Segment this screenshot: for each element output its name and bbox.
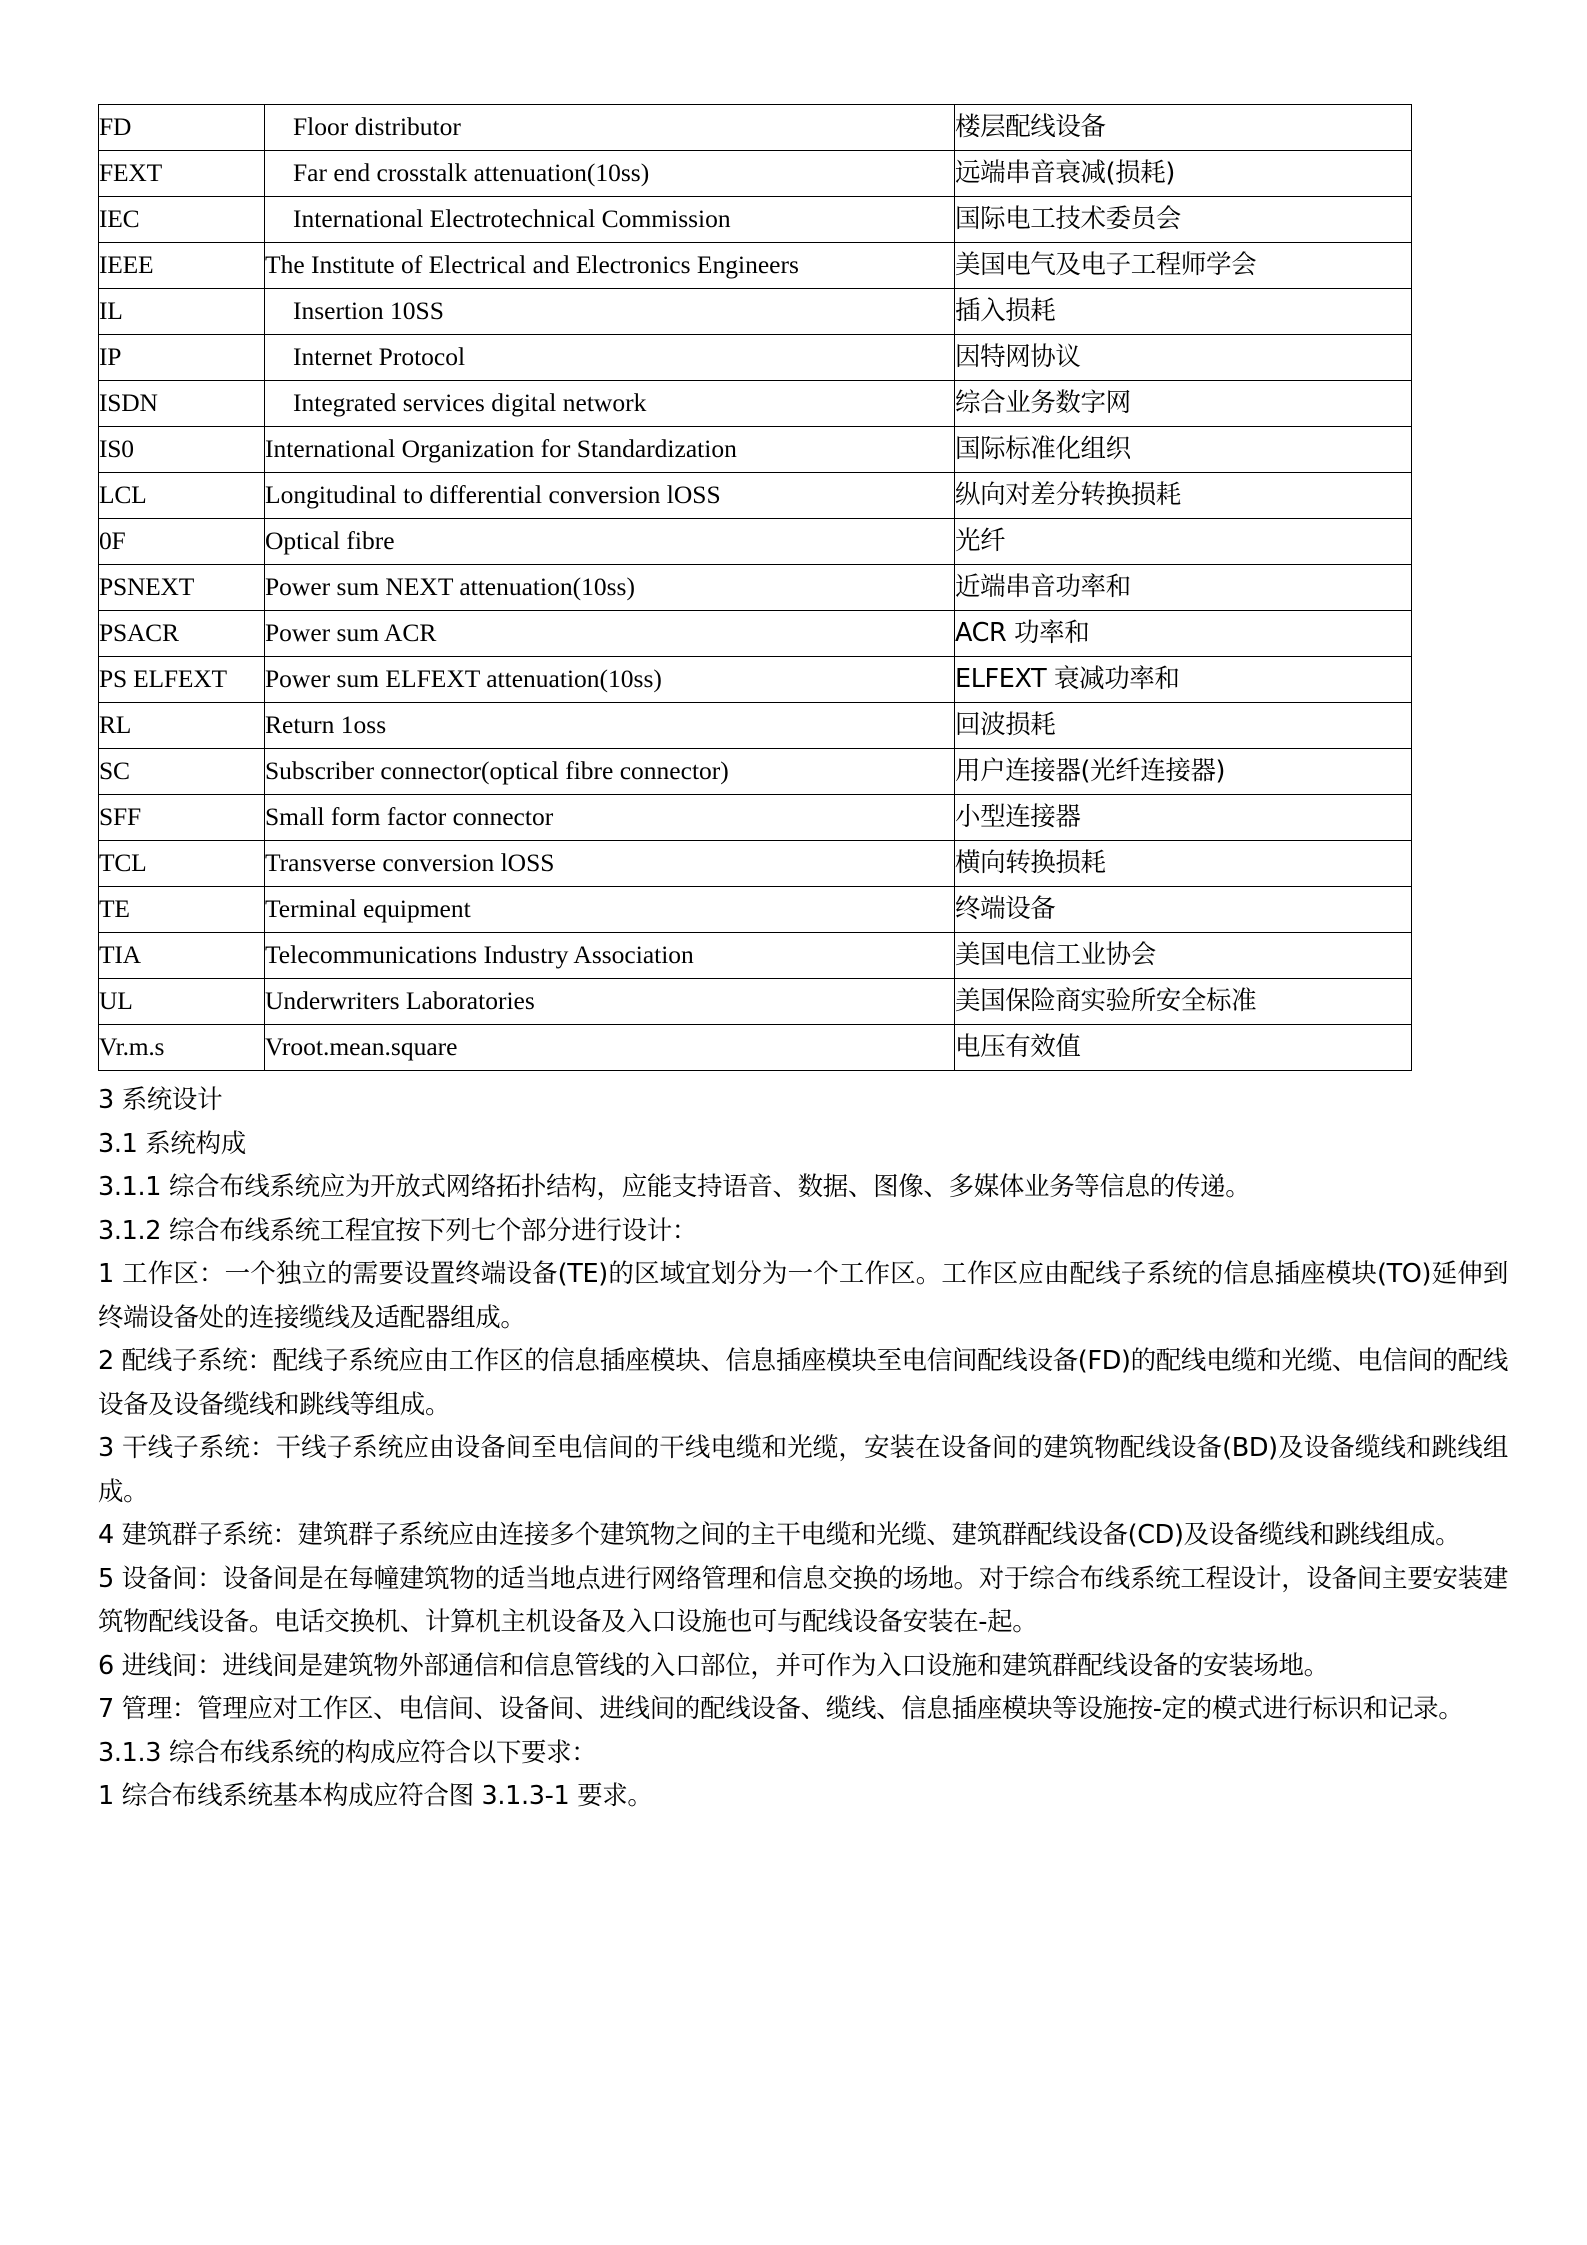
item-1-work-area: 1 工作区：一个独立的需要设置终端设备(TE)的区域宜划分为一个工作区。工作区应由配线子系统的信息插座模块(TO)延伸到终端设备处的连接缆线及适配器组成。	[98, 1259, 1508, 1333]
cell-english-term: Longitudinal to differential conversion lOSS	[265, 473, 955, 519]
cell-english-term: Integrated services digital network	[265, 381, 955, 427]
cell-abbreviation: PS ELFEXT	[99, 657, 265, 703]
cell-abbreviation: RL	[99, 703, 265, 749]
cell-abbreviation: IEC	[99, 197, 265, 243]
cell-english-term: Optical fibre	[265, 519, 955, 565]
cell-abbreviation: ISDN	[99, 381, 265, 427]
cell-chinese-term: 用户连接器(光纤连接器)	[955, 749, 1412, 795]
cell-abbreviation: TE	[99, 887, 265, 933]
item-6-entrance-room: 6 进线间：进线间是建筑物外部通信和信息管线的入口部位，并可作为入口设施和建筑群配线设备的安装场地。	[98, 1650, 1329, 1681]
table-row	[99, 427, 1412, 473]
table-row	[99, 795, 1412, 841]
cell-english-term: International Electrotechnical Commission	[265, 197, 955, 243]
cell-abbreviation: SFF	[99, 795, 265, 841]
table-row	[99, 197, 1412, 243]
table-row	[99, 979, 1412, 1025]
cell-chinese-term: ELFEXT 衰减功率和	[955, 657, 1412, 703]
cell-english-term: Small form factor connector	[265, 795, 955, 841]
cell-english-term: Power sum ELFEXT attenuation(10ss)	[265, 657, 955, 703]
clause-3-1-1: 3.1.1 综合布线系统应为开放式网络拓扑结构，应能支持语音、数据、图像、多媒体业务等信息的传递。	[98, 1172, 1251, 1202]
item-4-campus-subsystem: 4 建筑群子系统：建筑群子系统应由连接多个建筑物之间的主干电缆和光缆、建筑群配线设备(CD)及设备缆线和跳线组成。	[98, 1520, 1461, 1550]
table-row	[99, 289, 1412, 335]
cell-abbreviation: IP	[99, 335, 265, 381]
cell-chinese-term: 回波损耗	[955, 703, 1412, 749]
clause-3-1-3: 3.1.3 综合布线系统的构成应符合以下要求：	[98, 1737, 597, 1768]
cell-english-term: Vroot.mean.square	[265, 1025, 955, 1071]
cell-chinese-term: 美国电信工业协会	[955, 933, 1412, 979]
cell-abbreviation: IEEE	[99, 243, 265, 289]
item-3-1-3-1: 1 综合布线系统基本构成应符合图 3.1.3-1 要求。	[98, 1781, 653, 1811]
cell-abbreviation: FEXT	[99, 151, 265, 197]
table-row	[99, 657, 1412, 703]
cell-english-term: Transverse conversion lOSS	[265, 841, 955, 887]
table-row	[99, 473, 1412, 519]
cell-chinese-term: 插入损耗	[955, 289, 1412, 335]
cell-english-term: Insertion 10SS	[265, 289, 955, 335]
cell-abbreviation: LCL	[99, 473, 265, 519]
table-row	[99, 933, 1412, 979]
cell-abbreviation: IS0	[99, 427, 265, 473]
table-row	[99, 749, 1412, 795]
cell-english-term: Floor distributor	[265, 105, 955, 151]
item-7-administration: 7 管理：管理应对工作区、电信间、设备间、进线间的配线设备、缆线、信息插座模块等设施按-定的模式进行标识和记录。	[98, 1694, 1464, 1724]
table-row	[99, 105, 1412, 151]
cell-chinese-term: 横向转换损耗	[955, 841, 1412, 887]
cell-english-term: Underwriters Laboratories	[265, 979, 955, 1025]
cell-chinese-term: 美国电气及电子工程师学会	[955, 243, 1412, 289]
cell-english-term: Subscriber connector(optical fibre connector)	[265, 749, 955, 795]
cell-chinese-term: 综合业务数字网	[955, 381, 1412, 427]
cell-chinese-term: ACR 功率和	[955, 611, 1412, 657]
cell-english-term: Return 1oss	[265, 703, 955, 749]
item-3-backbone-subsystem: 3 干线子系统：干线子系统应由设备间至电信间的干线电缆和光缆，安装在设备间的建筑物配线设备(BD)及设备缆线和跳线组成。	[98, 1433, 1508, 1507]
cell-abbreviation: PSACR	[99, 611, 265, 657]
abbreviations-table-body	[99, 105, 1412, 1071]
cell-english-term: Internet Protocol	[265, 335, 955, 381]
table-row	[99, 335, 1412, 381]
table-row	[99, 381, 1412, 427]
cell-abbreviation: Vr.m.s	[99, 1025, 265, 1071]
cell-english-term: The Institute of Electrical and Electronics Engineers	[265, 243, 955, 289]
table-row	[99, 841, 1412, 887]
cell-abbreviation: FD	[99, 105, 265, 151]
cell-chinese-term: 小型连接器	[955, 795, 1412, 841]
cell-chinese-term: 远端串音衰减(损耗)	[955, 151, 1412, 197]
cell-chinese-term: 电压有效值	[955, 1025, 1412, 1071]
cell-abbreviation: 0F	[99, 519, 265, 565]
table-row	[99, 519, 1412, 565]
cell-chinese-term: 因特网协议	[955, 335, 1412, 381]
abbreviations-table	[98, 104, 1412, 1071]
cell-english-term: Telecommunications Industry Association	[265, 933, 955, 979]
cell-abbreviation: IL	[99, 289, 265, 335]
cell-english-term: Terminal equipment	[265, 887, 955, 933]
item-2-horizontal-subsystem: 2 配线子系统：配线子系统应由工作区的信息插座模块、信息插座模块至电信间配线设备(FD)的配线电缆和光缆、电信间的配线设备及设备缆线和跳线等组成。	[98, 1346, 1508, 1420]
cell-chinese-term: 国际标准化组织	[955, 427, 1412, 473]
table-row	[99, 1025, 1412, 1071]
cell-abbreviation: PSNEXT	[99, 565, 265, 611]
cell-chinese-term: 纵向对差分转换损耗	[955, 473, 1412, 519]
table-row	[99, 565, 1412, 611]
cell-chinese-term: 终端设备	[955, 887, 1412, 933]
heading-3-1: 3.1 系统构成	[98, 1128, 246, 1159]
cell-english-term: International Organization for Standardization	[265, 427, 955, 473]
cell-chinese-term: 国际电工技术委员会	[955, 197, 1412, 243]
table-row	[99, 703, 1412, 749]
cell-english-term: Power sum NEXT attenuation(10ss)	[265, 565, 955, 611]
item-5-equipment-room: 5 设备间：设备间是在每幢建筑物的适当地点进行网络管理和信息交换的场地。对于综合布线系统工程设计，设备间主要安装建筑物配线设备。电话交换机、计算机主机设备及入口设施也可与配线设备安装在-起。	[98, 1563, 1508, 1637]
cell-abbreviation: TCL	[99, 841, 265, 887]
body-text-section	[98, 1079, 1508, 1819]
table-row	[99, 243, 1412, 289]
cell-abbreviation: TIA	[99, 933, 265, 979]
table-row	[99, 611, 1412, 657]
cell-chinese-term: 楼层配线设备	[955, 105, 1412, 151]
cell-chinese-term: 近端串音功率和	[955, 565, 1412, 611]
heading-3: 3 系统设计	[98, 1085, 223, 1115]
cell-abbreviation: SC	[99, 749, 265, 795]
cell-chinese-term: 光纤	[955, 519, 1412, 565]
table-row	[99, 151, 1412, 197]
cell-english-term: Power sum ACR	[265, 611, 955, 657]
table-row	[99, 887, 1412, 933]
cell-chinese-term: 美国保险商实验所安全标准	[955, 979, 1412, 1025]
cell-abbreviation: UL	[99, 979, 265, 1025]
cell-english-term: Far end crosstalk attenuation(10ss)	[265, 151, 955, 197]
clause-3-1-2: 3.1.2 综合布线系统工程宜按下列七个部分进行设计：	[98, 1215, 698, 1246]
